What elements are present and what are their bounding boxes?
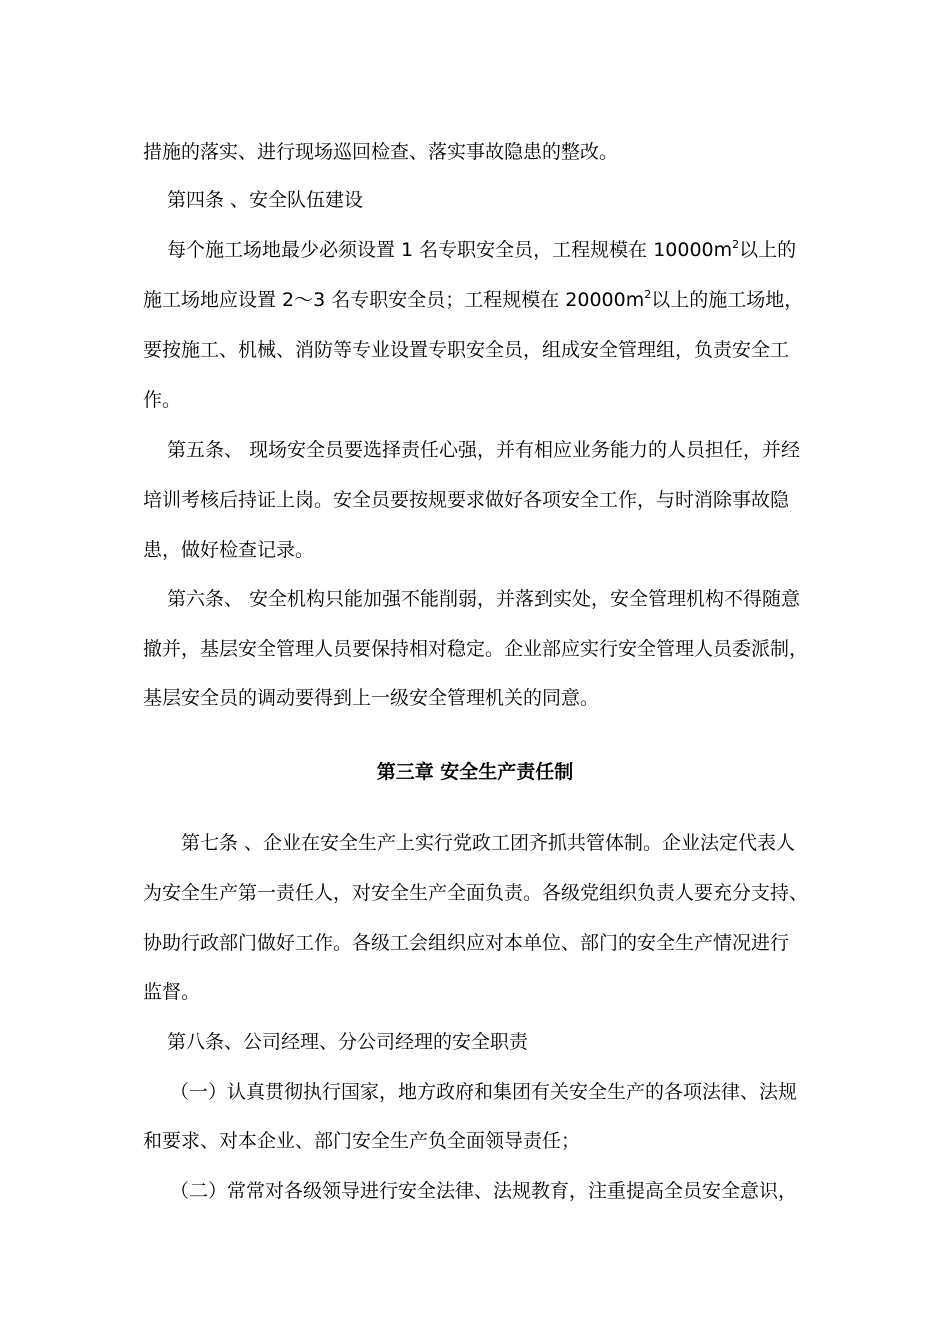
- paragraph-line: 要按施工、机械、消防等专业设置专职安全员，组成安全管理组，负责安全工: [143, 339, 790, 361]
- paragraph-line: 和要求、对本企业、部门安全生产负全面领导责任；: [143, 1130, 581, 1152]
- paragraph-line: 基层安全员的调动要得到上一级安全管理机关的同意。: [143, 687, 600, 709]
- article-5-line: 第五条、 现场安全员要选择责任心强，并有相应业务能力的人员担任，并经: [167, 439, 801, 461]
- article-8-title: 第八条、公司经理、分公司经理的安全职责: [167, 1031, 529, 1053]
- article-7-line: 第七条 、企业在安全生产上实行党政工团齐抓共管体制。企业法定代表人: [181, 832, 796, 854]
- list-item-line: （二）常常对各级领导进行安全法律、法规教育，注重提高全员安全意识，: [170, 1180, 798, 1202]
- paragraph-line: 患，做好检查记录。: [143, 539, 315, 561]
- paragraph-line: 施工场地应设置 2～3 名专职安全员；工程规模在 $20000m^2$以上的施工场地，: [143, 288, 804, 311]
- list-item-line: （一）认真贯彻执行国家，地方政府和集团有关安全生产的各项法律、法规: [170, 1081, 798, 1103]
- chapter-heading: 第三章 安全生产责任制: [376, 761, 574, 783]
- paragraph-line: 为安全生产第一责任人，对安全生产全面负责。各级党组织负责人要充分支持、: [143, 882, 809, 904]
- superscript-2: 2: [644, 288, 652, 301]
- superscript-2: 2: [732, 238, 740, 251]
- article-4-title: 第四条 、安全队伍建设: [167, 189, 364, 211]
- paragraph-line: 措施的落实、进行现场巡回检查、落实事故隐患的整改。: [143, 141, 619, 163]
- paragraph-line: 每个施工场地最少必须设置 1 名专职安全员，工程规模在 $10000m^2$以上的: [167, 238, 797, 261]
- paragraph-line: 作。: [143, 389, 182, 411]
- paragraph-line: 协助行政部门做好工作。各级工会组织应对本单位、部门的安全生产情况进行: [143, 932, 790, 954]
- paragraph-line: 培训考核后持证上岗。安全员要按规要求做好各项安全工作，与时消除事故隐: [143, 489, 790, 511]
- paragraph-line: 监督。: [143, 981, 201, 1003]
- paragraph-line: 撤并，基层安全管理人员要保持相对稳定。企业部应实行安全管理人员委派制，: [143, 638, 809, 660]
- article-6-line: 第六条、 安全机构只能加强不能削弱，并落到实处，安全管理机构不得随意: [167, 588, 801, 610]
